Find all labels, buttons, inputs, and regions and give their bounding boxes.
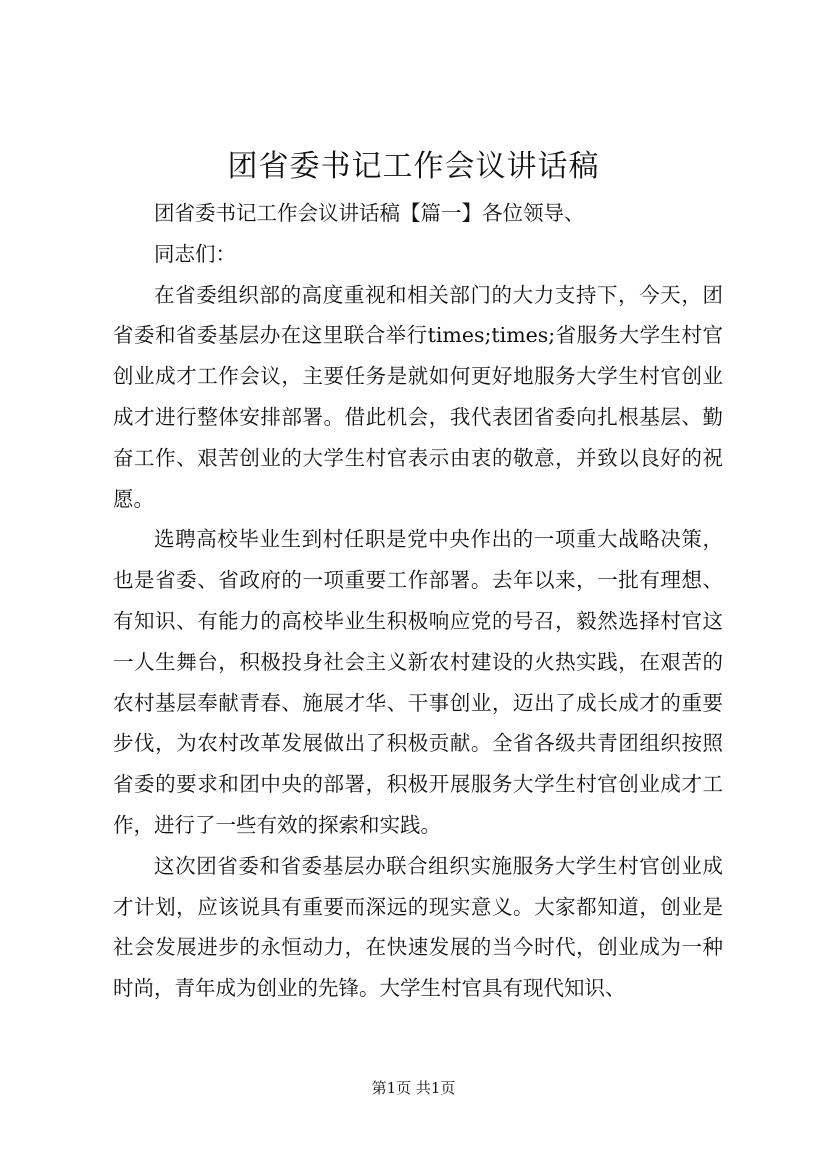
paragraph-intro: 团省委书记工作会议讲话稿【篇一】各位领导、 (154, 201, 585, 225)
paragraph-opening: 在省委组织部的高度重视和相关部门的大力支持下，今天，团省委和省委基层办在这里联合举行times;times;省服务大学生村官创业成才工作会议，主要任务是就如何更好地服务大学生村官创业成才进行整体安排部署。借此机会，我代表团省委向扎根基层、勤奋工作、艰苦创业的大学生村官表示由衷的敬意，并致以良好的祝愿。 (113, 282, 723, 511)
page-footer: 第1页 共1页 (371, 1079, 456, 1097)
paragraph-significance: 选聘高校毕业生到村任职是党中央作出的一项重大战略决策，也是省委、省政府的一项重要工作部署。去年以来，一批有理想、有知识、有能力的高校毕业生积极响应党的号召，毅然选择村官这一人生舞台，积极投身社会主义新农村建设的火热实践，在艰苦的农村基层奉献青春、施展才华、干事创业，迈出了成长成才的重要步伐，为农村改革发展做出了积极贡献。全省各级共青团组织按照省委的要求和团中央的部署，积极开展服务大学生村官创业成才工作，进行了一些有效的探索和实践。 (113, 527, 723, 837)
document-body (113, 193, 723, 1009)
paragraph-meaning: 这次团省委和省委基层办联合组织实施服务大学生村官创业成才计划，应该说具有重要而深远的现实意义。大家都知道，创业是社会发展进步的永恒动力，在快速发展的当今时代，创业成为一种时尚，青年成为创业的先锋。大学生村官具有现代知识、 (113, 853, 723, 1001)
paragraph-salutation: 同志们： (154, 241, 236, 266)
document-title: 团省委书记工作会议讲话稿 (227, 149, 600, 184)
